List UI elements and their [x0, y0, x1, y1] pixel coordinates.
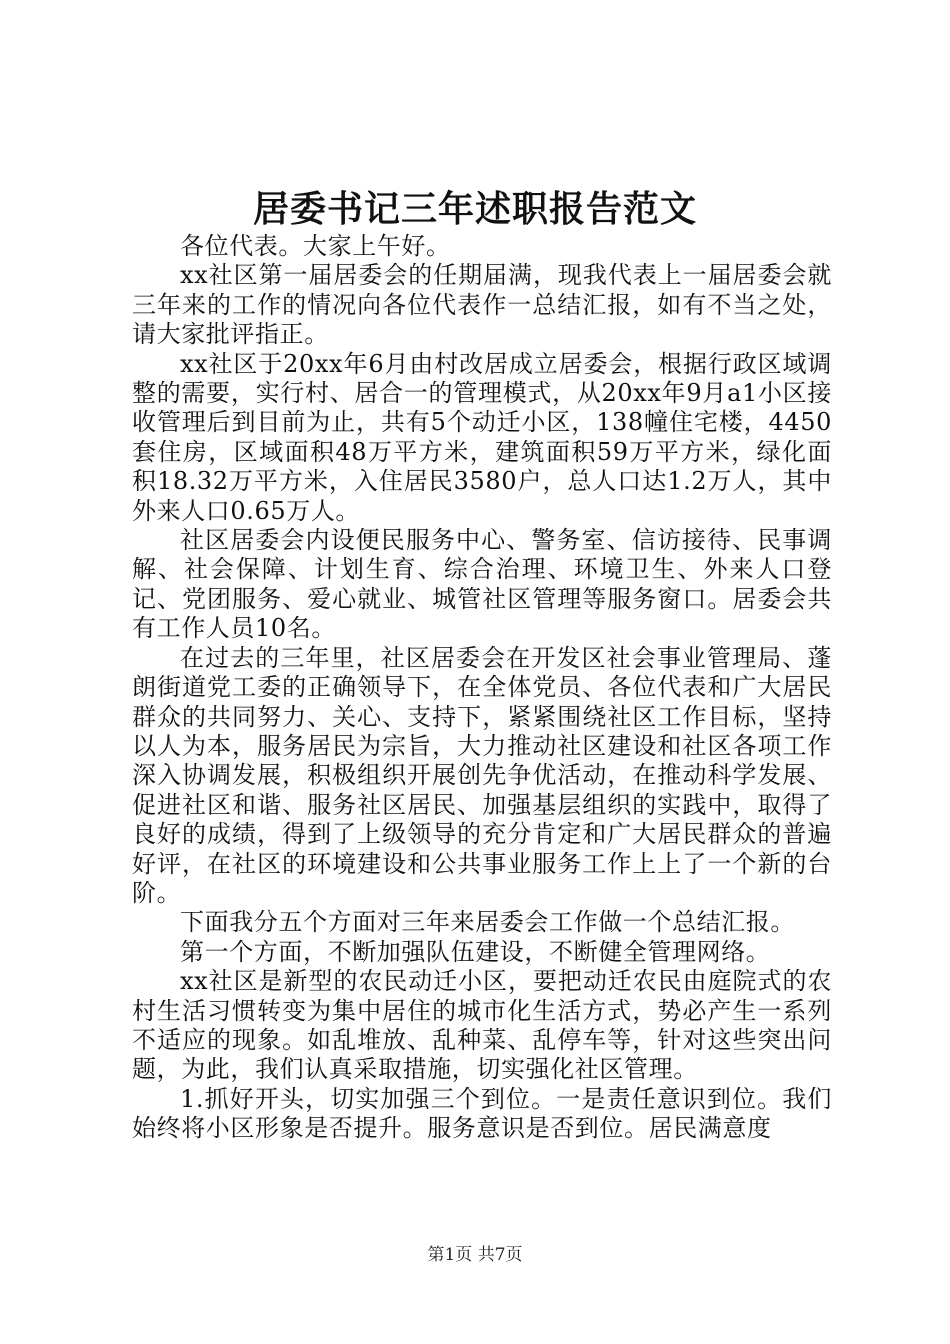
document-body: [132, 232, 832, 1144]
paragraph-achievements: 在过去的三年里，社区居委会在开发区社会事业管理局、蓬朗街道党工委的正确领导下，在全体党员、各位代表和广大居民群众的共同努力、关心、支持下，紧紧围绕社区工作目标，坚持以人为本，服务居民为宗旨，大力推动社区建设和社区各项工作深入协调发展，积极组织开展创先争优活动，在推动科学发展、促进社区和谐、服务社区居民、加强基层组织的实践中，取得了良好的成绩，得到了上级领导的充分肯定和广大居民群众的普遍好评，在社区的环境建设和公共事业服务工作上上了一个新的台阶。: [132, 643, 832, 907]
paragraph-greeting: 各位代表。大家上午好。: [180, 232, 451, 260]
paragraph-section-one-item-one: 1.抓好开头，切实加强三个到位。一是责任意识到位。我们始终将小区形象是否提升。服务意识是否到位。居民满意度: [132, 1084, 832, 1143]
paragraph-community-overview: xx社区于20xx年6月由村改居成立居委会，根据行政区域调整的需要，实行村、居合一的管理模式，从20xx年9月a1小区接收管理后到目前为止，共有5个动迁小区，138幢住宅楼，4450套住房，区域面积48万平方米，建筑面积59万平方米，绿化面积18.32万平方米，入住居民3580户，总人口达1.2万人，其中外来人口0.65万人。: [132, 349, 832, 525]
paragraph-outline: 下面我分五个方面对三年来居委会工作做一个总结汇报。: [180, 908, 795, 937]
document-title: 居委书记三年述职报告范文: [252, 188, 697, 230]
page-number-footer: 第1页 共7页: [427, 1245, 523, 1265]
paragraph-section-one-heading: 第一个方面，不断加强队伍建设，不断健全管理网络。: [180, 937, 771, 966]
paragraph-section-one-background: xx社区是新型的农民动迁小区，要把动迁农民由庭院式的农村生活习惯转变为集中居住的城市化生活方式，势必产生一系列不适应的现象。如乱堆放、乱种菜、乱停车等，针对这些突出问题，为此，我们认真采取措施，切实强化社区管理。: [132, 967, 832, 1084]
paragraph-service-windows: 社区居委会内设便民服务中心、警务室、信访接待、民事调解、社会保障、计划生育、综合治理、环境卫生、外来人口登记、党团服务、爱心就业、城管社区管理等服务窗口。居委会共有工作人员10名。: [132, 526, 832, 643]
paragraph-intro: xx社区第一届居委会的任期届满，现我代表上一届居委会就三年来的工作的情况向各位代表作一总结汇报，如有不当之处，请大家批评指正。: [132, 261, 832, 349]
